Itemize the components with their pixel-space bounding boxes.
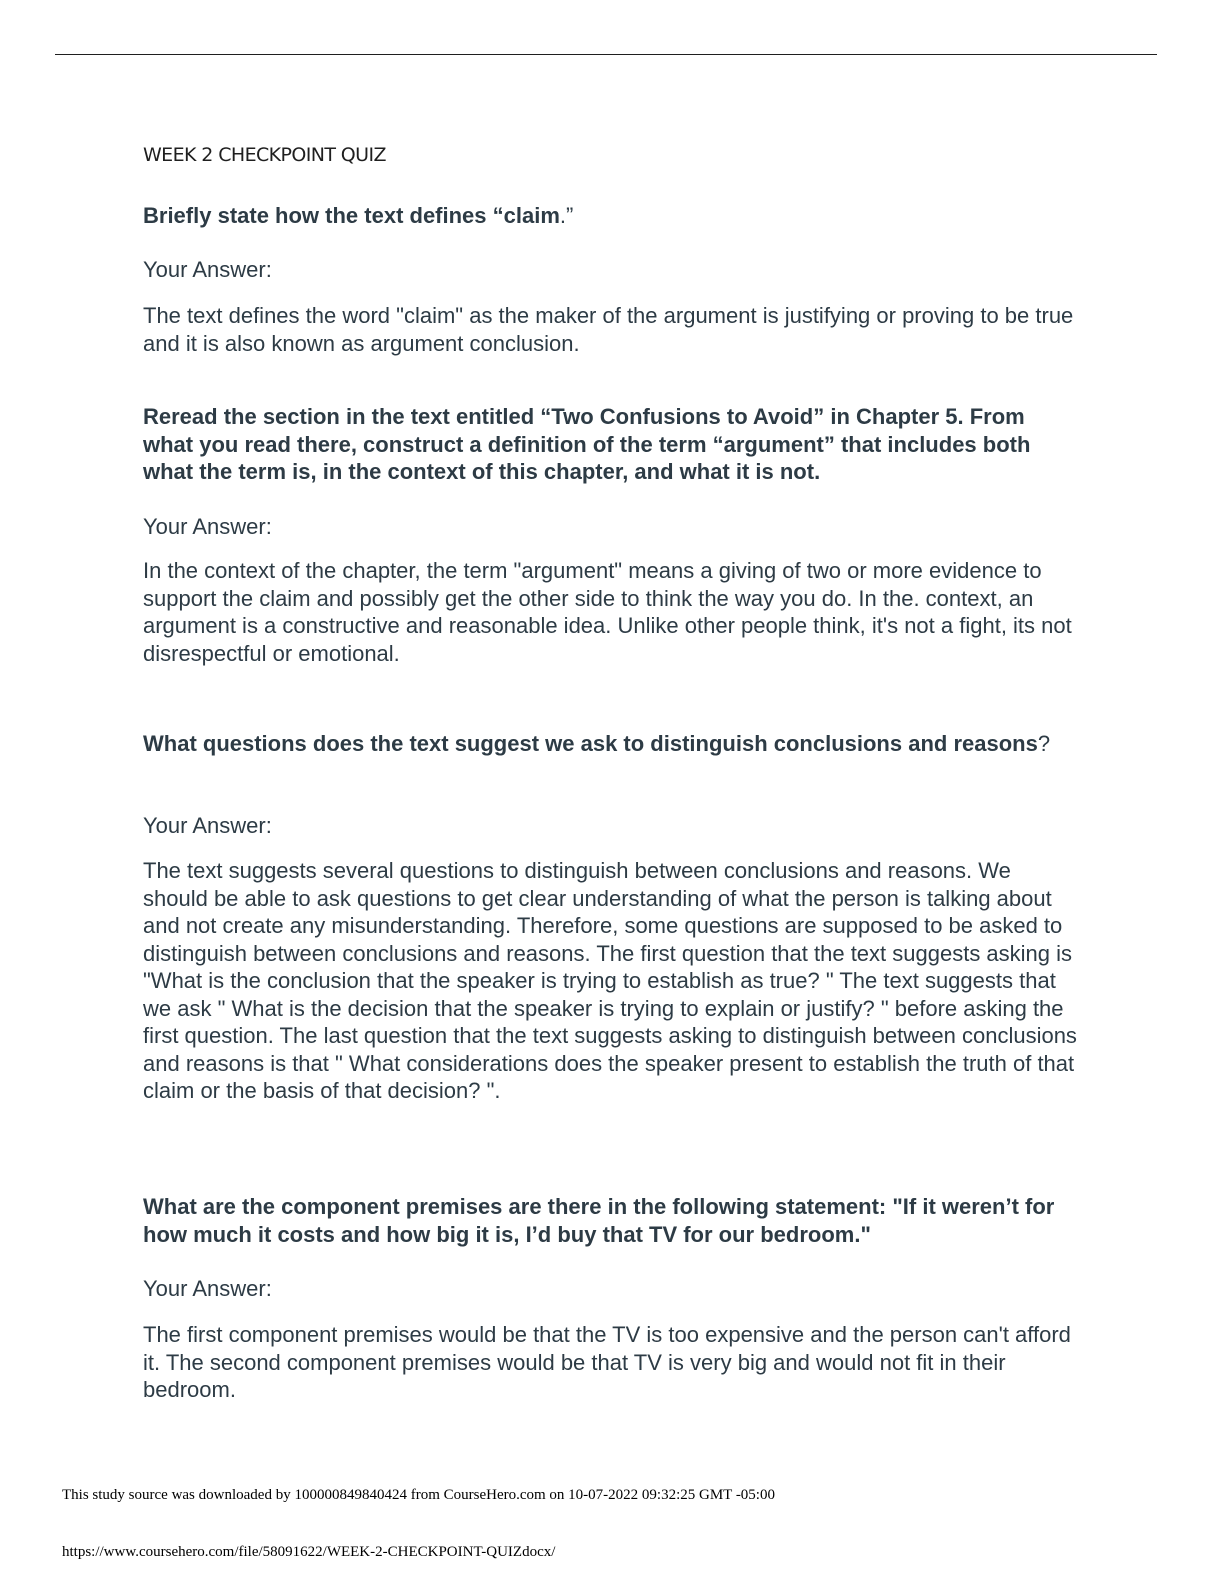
question-3-tail: ? — [1037, 731, 1051, 756]
answer-label-2: Your Answer: — [143, 514, 272, 539]
footer-url-link[interactable]: https://www.coursehero.com/file/58091622/WEEK-2-CHECKPOINT-QUIZdocx/ — [62, 1544, 556, 1560]
footer-source-line: This study source was downloaded by 100000849840424 from CourseHero.com on 10-07-2022 09:32:25 GMT -05:00 — [62, 1487, 775, 1503]
answer-label-1: Your Answer: — [143, 257, 272, 282]
question-3 — [143, 730, 1078, 758]
question-2-text: Reread the section in the text entitled “Two Confusions to Avoid” in Chapter 5. From what you read there, construct a definition of the term “argument” that includes both what the term is, in the context of this chapter, and what it is not. — [143, 404, 1031, 484]
question-4 — [143, 1193, 1078, 1248]
answer-label-4: Your Answer: — [143, 1276, 272, 1301]
question-1-tail: .” — [559, 203, 574, 228]
answer-label-3: Your Answer: — [143, 813, 272, 838]
document-title: WEEK 2 CHECKPOINT QUIZ — [143, 144, 386, 166]
question-2 — [143, 403, 1078, 486]
answer-4: The first component premises would be that the TV is too expensive and the person can't afford it. The second component premises would be that TV is very big and would not fit in their bedroom. — [143, 1322, 1071, 1402]
question-4-text: What are the component premises are there in the following statement: "If it weren’t for how much it costs and how big it is, I’d buy that TV for our bedroom." — [143, 1194, 1055, 1247]
top-rule — [55, 54, 1157, 55]
question-1 — [143, 202, 1078, 230]
question-3-text: What questions does the text suggest we ask to distinguish conclusions and reasons — [143, 731, 1038, 756]
answer-2: In the context of the chapter, the term "argument" means a giving of two or more evidence to support the claim and possibly get the other side to think the way you do. In the. context, an argument is a constructive and reasonable idea. Unlike other people think, it's not a fight, its not disrespectful or emotional. — [143, 558, 1072, 666]
question-1-text: Briefly state how the text defines “claim — [143, 203, 560, 228]
answer-1: The text defines the word "claim" as the maker of the argument is justifying or proving to be true and it is also known as argument conclusion. — [143, 303, 1074, 356]
answer-3: The text suggests several questions to distinguish between conclusions and reasons. We should be able to ask questions to get clear understanding of what the person is talking about and not create any misunderstanding. Therefore, some questions are supposed to be asked to distinguish between conclusions and reasons. The first question that the text suggests asking is "What is the conclusion that the speaker is trying to establish as true? " The text suggests that we ask " What is the decision that the speaker is trying to explain or justify? " before asking the first question. The last question that the text suggests asking to distinguish between conclusions and reasons is that " What considerations does the speaker present to establish the truth of that claim or the basis of that decision? ". — [143, 858, 1077, 1103]
